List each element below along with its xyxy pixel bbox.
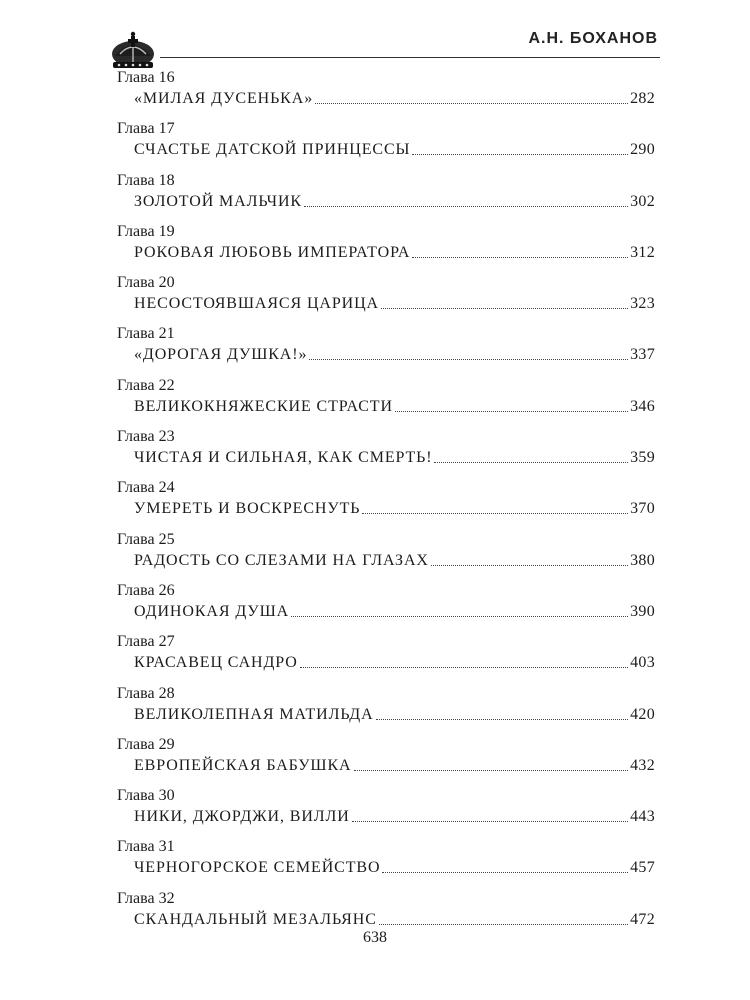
chapter-label: Глава 16 (117, 69, 175, 86)
chapter-page: 337 (630, 346, 655, 364)
header-rule (160, 57, 660, 58)
chapter-label: Глава 22 (117, 376, 175, 394)
chapter-title: ЕВРОПЕЙСКАЯ БАБУШКА (134, 756, 352, 774)
toc-entry (117, 581, 655, 632)
chapter-title-line (134, 498, 655, 520)
chapter-title-line (134, 857, 655, 879)
chapter-title: НЕСОСТОЯВШАЯСЯ ЦАРИЦА (134, 295, 380, 313)
dot-leader (300, 667, 628, 668)
toc-entry (117, 735, 655, 786)
dot-leader (431, 565, 628, 566)
chapter-title-line (134, 806, 655, 828)
chapter-label: Глава 28 (117, 684, 175, 702)
chapter-page: 302 (630, 192, 655, 210)
running-header (0, 0, 750, 70)
chapter-label: Глава 17 (117, 120, 175, 138)
chapter-title: РАДОСТЬ СО СЛЕЗАМИ НА ГЛАЗАХ (134, 551, 429, 569)
dot-leader (434, 462, 628, 463)
dot-leader (395, 411, 628, 412)
chapter-page: 370 (630, 500, 655, 518)
chapter-label: Глава 26 (117, 581, 175, 599)
toc-entry (117, 837, 655, 888)
chapter-title-line (134, 447, 655, 469)
dot-leader (304, 206, 628, 207)
chapter-label: Глава 25 (117, 530, 175, 548)
chapter-title: СЧАСТЬЕ ДАТСКОЙ ПРИНЦЕССЫ (134, 141, 411, 159)
chapter-page: 312 (630, 243, 655, 261)
dot-leader (352, 821, 628, 822)
toc-entry (117, 376, 655, 427)
chapter-page: 380 (630, 551, 655, 569)
chapter-title-line (134, 601, 655, 623)
chapter-page: 282 (630, 90, 655, 107)
author-name: А.Н. БОХАНОВ (528, 30, 658, 47)
dot-leader (382, 872, 628, 873)
toc-entry (117, 68, 655, 119)
chapter-label: Глава 32 (117, 889, 175, 907)
chapter-title: «ДОРОГАЯ ДУШКА!» (134, 346, 308, 364)
toc-entry (117, 530, 655, 581)
chapter-title-line (134, 293, 655, 315)
chapter-title-line (134, 88, 655, 110)
chapter-title: НИКИ, ДЖОРДЖИ, ВИЛЛИ (134, 808, 350, 826)
toc-entry (117, 427, 655, 478)
chapter-title-line (134, 652, 655, 674)
chapter-page: 403 (630, 654, 655, 672)
chapter-title: ВЕЛИКОЛЕПНАЯ МАТИЛЬДА (134, 705, 374, 723)
chapter-title-line (134, 909, 655, 931)
chapter-title: УМЕРЕТЬ И ВОСКРЕСНУТЬ (134, 500, 361, 518)
chapter-label: Глава 20 (117, 274, 175, 292)
chapter-title: РОКОВАЯ ЛЮБОВЬ ИМПЕРАТОРА (134, 243, 411, 261)
chapter-title-line (134, 550, 655, 572)
toc-entry (117, 119, 655, 170)
chapter-page: 346 (630, 397, 655, 415)
chapter-title: КРАСАВЕЦ САНДРО (134, 654, 298, 672)
chapter-label: Глава 18 (117, 171, 175, 189)
chapter-title: ЧЕРНОГОРСКОЕ СЕМЕЙСТВО (134, 859, 381, 877)
chapter-title-line (134, 755, 655, 777)
chapter-page: 290 (630, 141, 655, 159)
chapter-title-line (134, 191, 655, 213)
dot-leader (412, 257, 628, 258)
chapter-title-line (134, 242, 655, 264)
dot-leader (412, 154, 628, 155)
toc-entry (117, 222, 655, 273)
dot-leader (309, 359, 628, 360)
dot-leader (315, 103, 628, 104)
toc-entry (117, 324, 655, 375)
dot-leader (376, 719, 629, 720)
chapter-page: 443 (630, 808, 655, 826)
toc-entry (117, 786, 655, 837)
toc-entry (117, 632, 655, 683)
chapter-label: Глава 21 (117, 325, 175, 343)
chapter-label: Глава 31 (117, 838, 175, 856)
chapter-page: 420 (630, 705, 655, 723)
chapter-page: 432 (630, 756, 655, 774)
dot-leader (379, 924, 628, 925)
chapter-title: «МИЛАЯ ДУСЕНЬКА» (134, 90, 314, 107)
chapter-title: ЧИСТАЯ И СИЛЬНАЯ, КАК СМЕРТЬ! (134, 449, 433, 467)
toc-entry (117, 273, 655, 324)
chapter-title: СКАНДАЛЬНЫЙ МЕЗАЛЬЯНС (134, 910, 377, 928)
chapter-label: Глава 19 (117, 222, 175, 240)
chapter-page: 457 (630, 859, 655, 877)
toc-entry (117, 171, 655, 222)
toc-entry (117, 478, 655, 529)
chapter-title-line (134, 139, 655, 161)
dot-leader (354, 770, 629, 771)
chapter-page: 323 (630, 295, 655, 313)
dot-leader (381, 308, 628, 309)
chapter-label: Глава 23 (117, 428, 175, 446)
chapter-page: 390 (630, 602, 655, 620)
toc-entry (117, 684, 655, 735)
chapter-label: Глава 24 (117, 479, 175, 497)
chapter-title: ЗОЛОТОЙ МАЛЬЧИК (134, 192, 303, 210)
chapter-title-line (134, 396, 655, 418)
chapter-label: Глава 27 (117, 633, 175, 651)
table-of-contents (117, 68, 655, 940)
chapter-title: ВЕЛИКОКНЯЖЕСКИЕ СТРАСТИ (134, 397, 393, 415)
chapter-page: 472 (630, 910, 655, 928)
chapter-label: Глава 29 (117, 735, 175, 753)
chapter-page: 359 (630, 449, 655, 467)
chapter-title: ОДИНОКАЯ ДУША (134, 602, 290, 620)
page-number: 638 (363, 929, 387, 946)
chapter-title-line (134, 704, 655, 726)
chapter-label: Глава 30 (117, 787, 175, 805)
chapter-title-line (134, 344, 655, 366)
crown-icon (107, 26, 159, 70)
dot-leader (362, 513, 628, 514)
dot-leader (291, 616, 628, 617)
